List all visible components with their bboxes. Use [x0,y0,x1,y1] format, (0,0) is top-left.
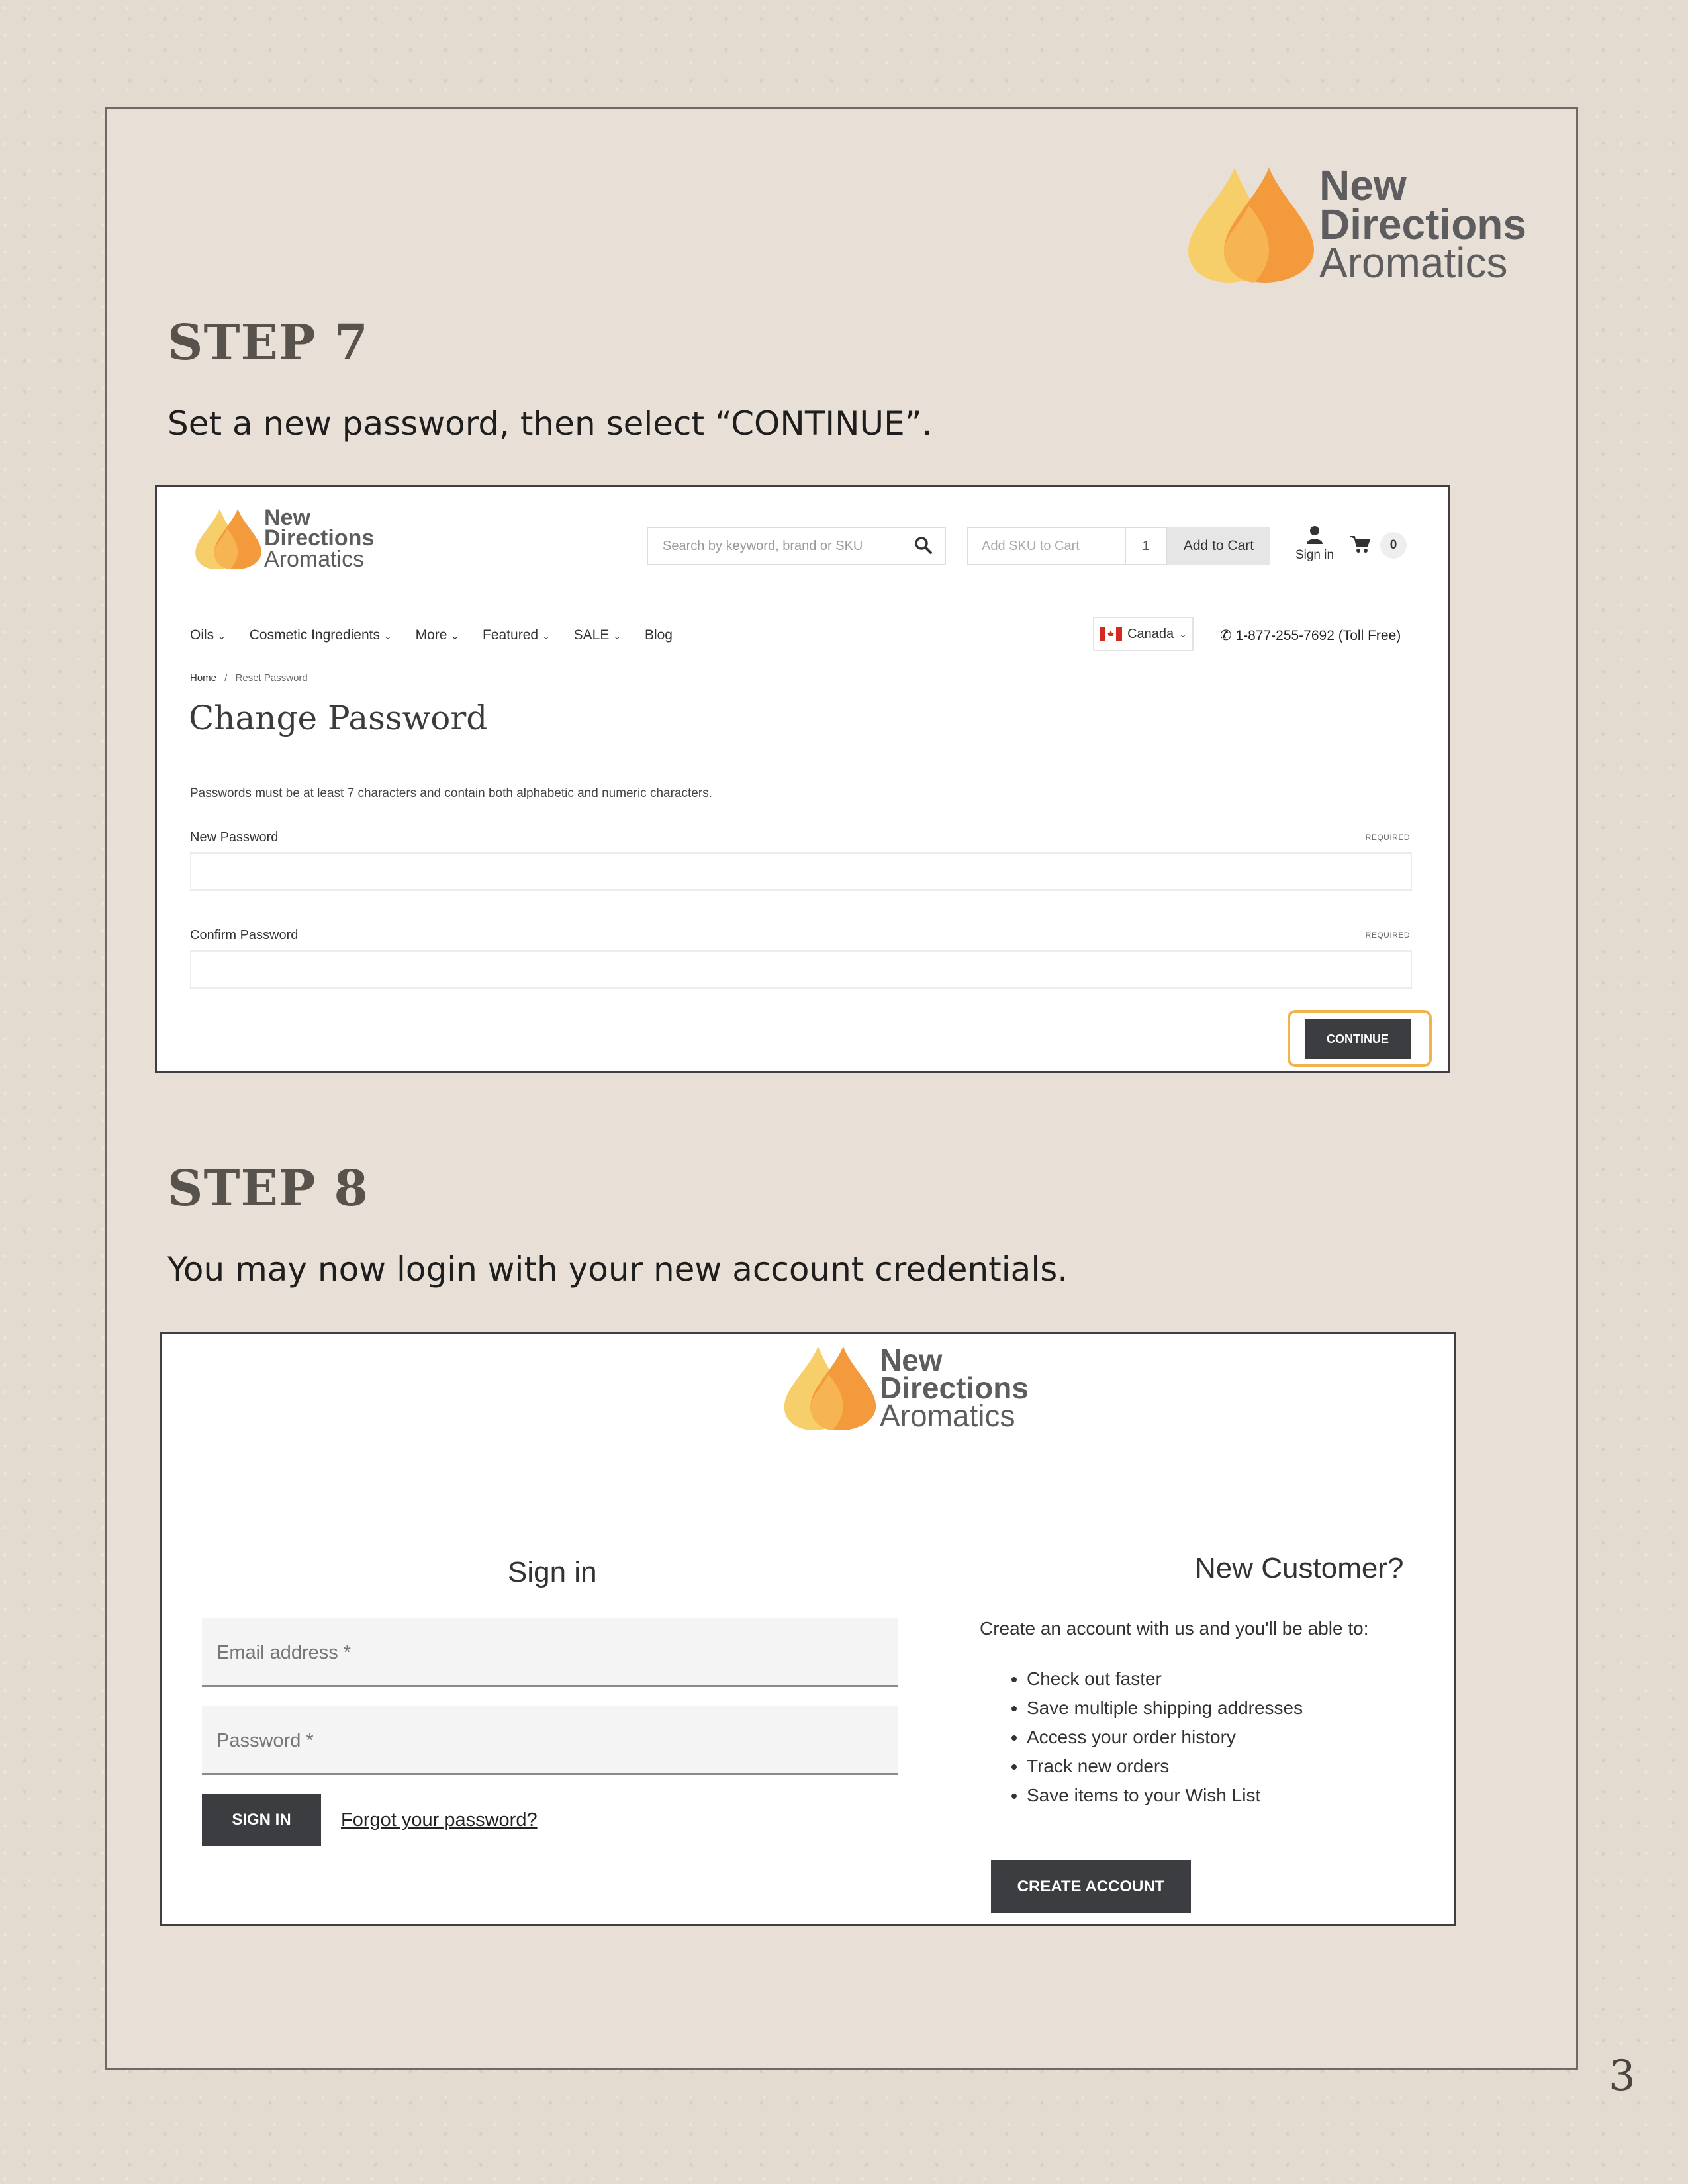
continue-button[interactable]: CONTINUE [1305,1019,1411,1059]
list-item: • Check out faster [1027,1664,1303,1694]
list-item: • Track new orders [1027,1752,1303,1781]
site-logo[interactable] [780,1343,1029,1433]
drops-icon [1183,165,1319,284]
required-tag: REQUIRED [1365,833,1410,842]
nav-blog[interactable]: Blog [644,627,673,643]
confirm-password-input[interactable] [190,950,1412,989]
add-to-cart-button[interactable]: Add to Cart [1167,527,1270,565]
logo-text-new: New [264,505,310,531]
drops-icon [780,1343,880,1433]
search-input[interactable] [647,527,946,565]
logo-text-aromatics: Aromatics [1319,239,1508,287]
country-label: Canada [1127,626,1174,641]
step8-instruction: You may now login with your new account credentials. [167,1250,1068,1289]
nav-featured[interactable]: Featured ⌄ [483,627,550,643]
password-requirements: Passwords must be at least 7 characters and contain both alphabetic and numeric characters. [190,786,712,800]
logo-text-new: New [1319,161,1407,209]
confirm-password-label: Confirm Password [190,928,299,942]
sign-in-link[interactable] [1291,525,1338,563]
cart-icon[interactable] [1350,535,1371,557]
logo-text-directions: Directions [264,525,375,551]
create-account-button[interactable]: CREATE ACCOUNT [991,1860,1191,1913]
breadcrumb [190,672,308,684]
drops-icon [193,506,264,572]
sign-in-label: Sign in [1295,548,1335,562]
canada-flag-icon [1100,627,1122,641]
logo-text-directions: Directions [880,1370,1029,1405]
cart-count-badge[interactable]: 0 [1380,532,1407,559]
sign-in-button[interactable]: SIGN IN [202,1794,321,1846]
new-customer-lead: Create an account with us and you'll be able to: [980,1618,1369,1639]
breadcrumb-current: Reset Password [235,672,308,684]
benefits-list [1000,1664,1303,1810]
sign-in-screenshot [160,1332,1456,1926]
list-item: • Save multiple shipping addresses [1027,1694,1303,1723]
chevron-down-icon: ⌄ [1179,628,1187,639]
nav-cosmetic-ingredients[interactable]: Cosmetic Ingredients ⌄ [249,627,392,643]
new-password-input[interactable] [190,852,1412,891]
sign-in-title: Sign in [508,1556,597,1588]
logo-text-aromatics: Aromatics [880,1398,1015,1433]
logo-text-new: New [880,1342,943,1377]
step8-title: STEP 8 [167,1160,369,1217]
quantity-input[interactable]: 1 [1125,527,1167,565]
nav-more[interactable]: More ⌄ [415,627,459,643]
phone-number: 1-877-255-7692 (Toll Free) [1235,628,1401,643]
search-placeholder: Search by keyword, brand or SKU [663,539,863,553]
site-logo[interactable] [193,506,374,572]
list-item: • Access your order history [1027,1723,1303,1752]
change-password-screenshot [155,485,1450,1073]
logo-text-aromatics: Aromatics [264,546,365,572]
password-field[interactable]: Password * [202,1706,898,1775]
step7-instruction: Set a new password, then select “CONTINUE”. [167,404,933,443]
sku-input[interactable]: Add SKU to Cart [967,527,1126,565]
new-customer-title: New Customer? [1195,1552,1404,1584]
main-nav [190,627,692,643]
phone-link[interactable] [1220,627,1401,644]
step7-title: STEP 7 [167,314,369,371]
new-password-label: New Password [190,830,279,844]
breadcrumb-home[interactable]: Home [190,672,217,684]
email-field[interactable]: Email address * [202,1618,898,1687]
forgot-password-link[interactable]: Forgot your password? [341,1809,538,1831]
list-item: • Save items to your Wish List [1027,1781,1303,1810]
required-tag: REQUIRED [1365,931,1410,940]
nav-sale[interactable]: SALE ⌄ [573,627,622,643]
user-icon [1306,525,1323,544]
page-number: 3 [1609,2052,1636,2101]
logo-text-directions: Directions [1319,200,1526,248]
search-icon[interactable] [914,536,933,559]
phone-icon: ✆ [1220,628,1232,643]
nav-oils[interactable]: Oils ⌄ [190,627,226,643]
breadcrumb-separator: / [224,672,228,684]
brand-logo [1183,161,1526,287]
page-title: Change Password [189,699,488,737]
country-selector[interactable] [1093,617,1194,651]
